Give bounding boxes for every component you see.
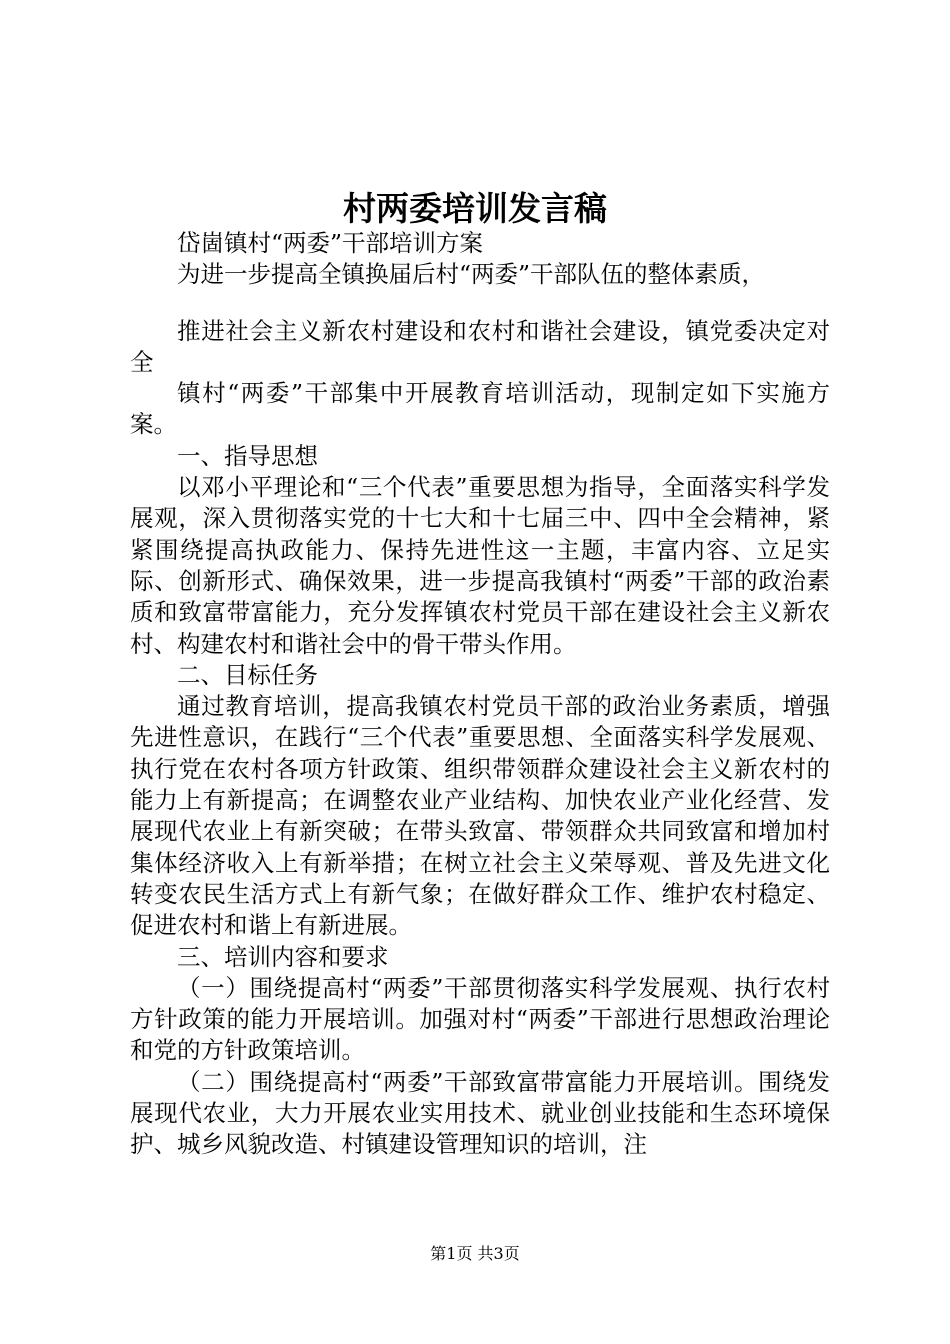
section-heading-guiding-thought: 一、指导思想 bbox=[177, 441, 318, 470]
paragraph-content-1: （一）围绕提高村“两委”干部贯彻落实科学发展观、执行农村方针政策的能力开展培训。加强对村“两委”干部进行思想政治理论和党的方针政策培训。 bbox=[130, 973, 830, 1065]
section-heading-goals: 二、目标任务 bbox=[177, 660, 318, 689]
paragraph-goals: 通过教育培训，提高我镇农村党员干部的政治业务素质，增强先进性意识，在践行“三个代表”重要思想、全面落实科学发展观、执行党在农村各项方针政策、组织带领群众建设社会主义新农村的能力上有新提高；在调整农业产业结构、加快农业产业化经营、发展现代农业上有新突破；在带头致富、带领群众共同致富和增加村集体经济收入上有新举措；在树立社会主义荣辱观、普及先进文化转变农民生活方式上有新气象；在做好群众工作、维护农村稳定、促进农村和谐上有新进展。 bbox=[130, 692, 830, 940]
document-title: 村两委培训发言稿 bbox=[343, 189, 607, 228]
section-heading-content: 三、培训内容和要求 bbox=[177, 942, 389, 971]
paragraph-intro-3: 镇村“两委”干部集中开展教育培训活动，现制定如下实施方案。 bbox=[130, 379, 830, 439]
paragraph-intro-2: 推进社会主义新农村建设和农村和谐社会建设，镇党委决定对全 bbox=[130, 316, 830, 376]
page-number: 第1页 共3页 bbox=[430, 1244, 520, 1263]
paragraph-scheme-title: 岱崮镇村“两委”干部培训方案 bbox=[177, 229, 484, 257]
paragraph-intro-1: 为进一步提高全镇换届后村“两委”干部队伍的整体素质， bbox=[177, 260, 766, 289]
paragraph-guiding-thought: 以邓小平理论和“三个代表”重要思想为指导，全面落实科学发展观，深入贯彻落实党的十七大和十七届三中、四中全会精神，紧紧围绕提高执政能力、保持先进性这一主题，丰富内容、立足实际、创新形式、确保效果，进一步提高我镇村“两委”干部的政治素质和致富带富能力，充分发挥镇农村党员干部在建设社会主义新农村、构建农村和谐社会中的骨干带头作用。 bbox=[130, 473, 830, 658]
document-body bbox=[130, 228, 830, 1161]
paragraph-content-2: （二）围绕提高村“两委”干部致富带富能力开展培训。围绕发展现代农业，大力开展农业实用技术、就业创业技能和生态环境保护、城乡风貌改造、村镇建设管理知识的培训，注 bbox=[130, 1067, 830, 1159]
